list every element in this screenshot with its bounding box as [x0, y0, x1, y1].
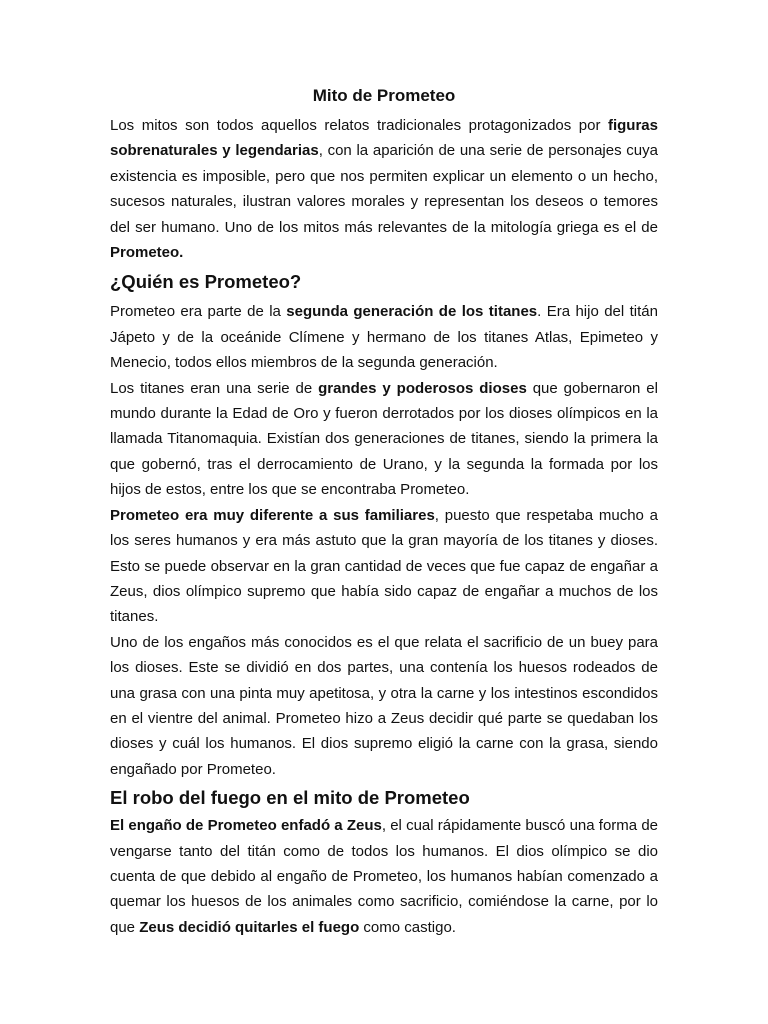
text-run: , con la aparición de una serie de personajes cuya existencia es imposible, pero que nos permiten explicar un elemento o un hecho, sucesos naturales, ilustran valores morales y representan los deseos o temores del ser humano. Uno de los mitos más relevantes de la mitología griega es el de [110, 142, 658, 236]
section-heading-robo-del-fuego: El robo del fuego en el mito de Prometeo [110, 787, 470, 809]
bold-text-run: Zeus decidió quitarles el fuego [139, 918, 360, 936]
bold-text-run: figuras sobrenaturales y legendarias [110, 117, 658, 160]
section-1-paragraph-3 [110, 503, 658, 630]
intro-paragraph [110, 113, 658, 265]
text-run: que gobernaron el mundo durante la Edad de Oro y fueron derrotados por los dioses olímpicos en la llamada Titanomaquia. Existían dos generaciones de titanes, siendo la primera la que gobernó, tras el derrocamiento de Urano, y la segunda la formada por los hijos de estos, entre los que se encontraba Prometeo. [110, 379, 658, 499]
section-1-paragraph-2 [110, 376, 658, 503]
text-run: Uno de los engaños más conocidos es el que relata el sacrificio de un buey para los dioses. Este se dividió en dos partes, una contenía los huesos rodeados de una grasa con una pinta muy apetitosa, y otra la carne y los intestinos escondidos en el vientre del animal. Prometeo hizo a Zeus decidir qué parte se quedaban los dioses y cuál los humanos. El dios supremo eligió la carne con la grasa, siendo engañado por Prometeo. [110, 633, 658, 778]
text-run: como castigo. [359, 918, 456, 936]
bold-text-run: grandes y poderosos dioses [318, 379, 527, 397]
bold-text-run: El engaño de Prometeo enfadó a Zeus [110, 817, 382, 835]
text-run: Los mitos son todos aquellos relatos tradicionales protagonizados por [110, 117, 608, 134]
text-run: Los titanes eran una serie de [110, 379, 319, 397]
text-run: . Era hijo del titán Jápeto y de la oceánide Clímene y hermano de los titanes Atlas, Epimeteo y Menecio, todos ellos miembros de la segunda generación. [110, 303, 658, 372]
section-2-paragraph-1 [110, 813, 658, 940]
bold-text-run: segunda generación de los titanes [286, 303, 538, 321]
document-title: Mito de Prometeo [312, 86, 456, 105]
bold-text-run: Prometeo. [110, 244, 184, 262]
text-run: , el cual rápidamente buscó una forma de vengarse tanto del titán como de todos los humanos. El dios olímpico se dio cuenta de que debido al engaño de Prometeo, los humanos habían comenzado a quemar los huesos de los animales como sacrificio, comiéndose la carne, por lo que [110, 817, 659, 936]
section-heading-quien-es-prometeo: ¿Quién es Prometeo? [110, 271, 302, 293]
section-1-paragraph-4 [110, 630, 658, 782]
text-run: , puesto que respetaba mucho a los seres humanos y era más astuto que la gran mayoría de los titanes y dioses. Esto se puede observar en la gran cantidad de veces que fue capaz de engañar a Zeus, dios olímpico supremo que había sido capaz de engañar a muchos de los titanes. [110, 506, 658, 626]
section-1-paragraph-1 [110, 299, 658, 375]
bold-text-run: Prometeo era muy diferente a sus familiares [110, 506, 435, 524]
text-run: Prometeo era parte de la [110, 303, 287, 321]
